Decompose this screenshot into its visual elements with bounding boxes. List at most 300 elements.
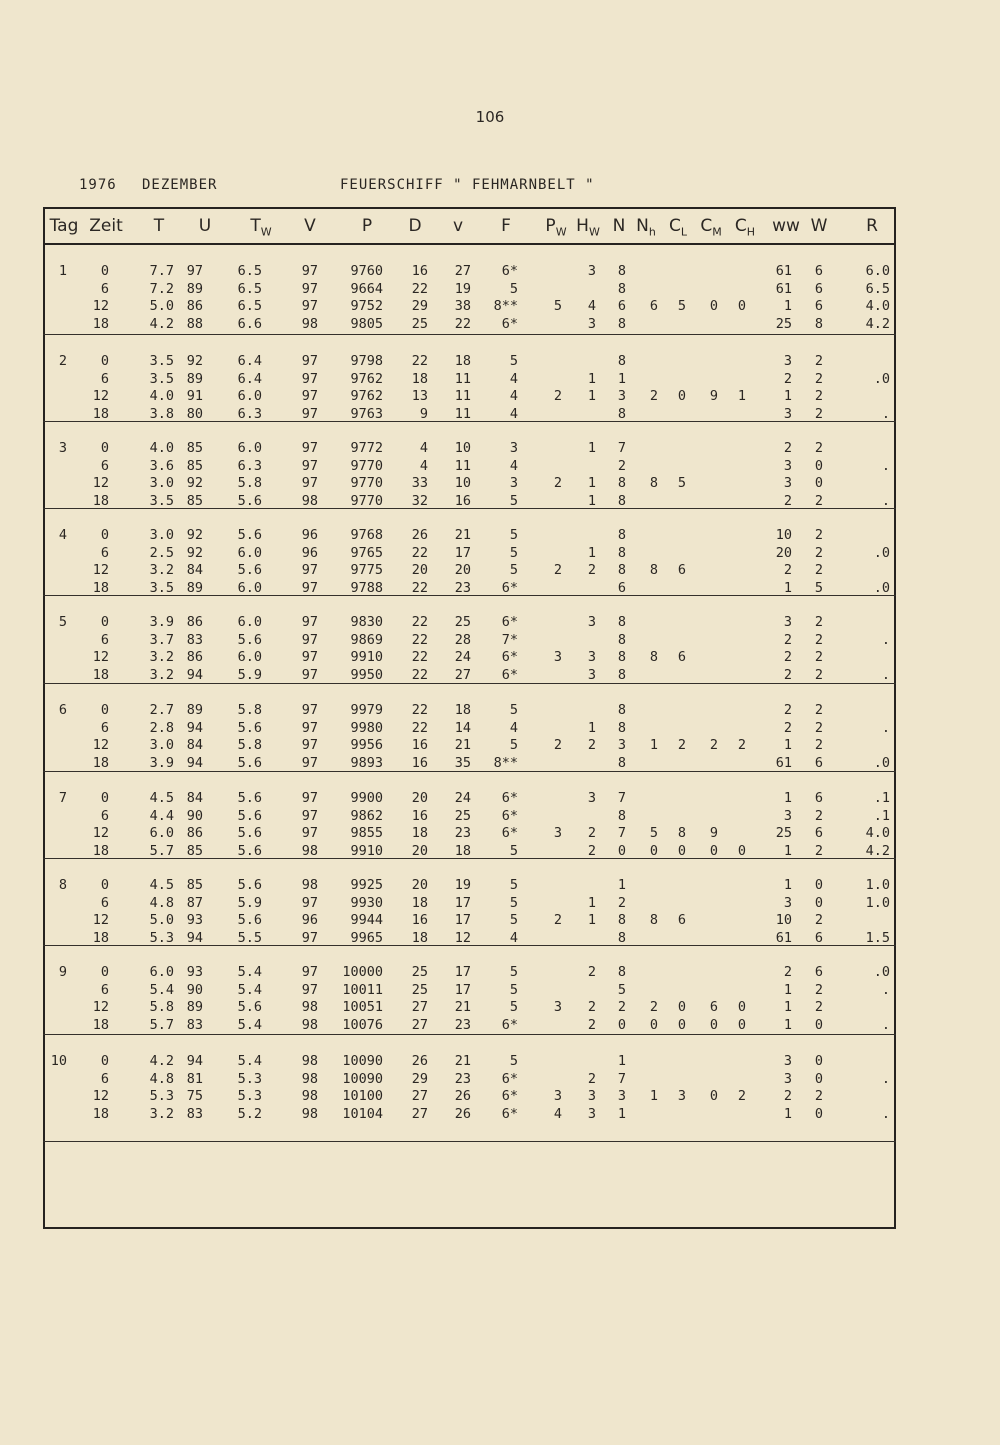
table-cell: 0 — [709, 1088, 718, 1104]
table-cell: 6.0 — [149, 964, 174, 980]
title-ship: FEUERSCHIFF " FEHMARNBELT " — [340, 177, 595, 193]
table-cell: 2 — [709, 737, 718, 753]
table-cell: 26 — [454, 1088, 471, 1104]
table-cell: 96 — [301, 912, 318, 928]
table-cell: 0 — [814, 894, 823, 911]
table-cell: 2 — [814, 370, 823, 387]
table-cell: 97 — [301, 370, 318, 387]
table-cell: 5 — [509, 912, 518, 928]
table-cell: 2 — [553, 562, 562, 578]
table-cell: 7.7 — [149, 263, 174, 279]
table-cell: 29 — [411, 298, 428, 314]
table-cell: . — [881, 666, 890, 683]
table-cell: 23 — [454, 825, 471, 841]
table-cell: 4 — [553, 1105, 562, 1122]
table-cell: 35 — [454, 754, 471, 771]
table-cell: 8 — [617, 754, 626, 771]
table-cell: 6* — [501, 1088, 518, 1104]
table-cell: 1 — [783, 790, 792, 806]
table-cell: 18 — [92, 929, 109, 946]
table-cell: 19 — [454, 280, 471, 297]
table-cell: 2 — [737, 1088, 746, 1104]
table-cell: 2 — [814, 666, 823, 683]
table-cell: 0 — [677, 999, 686, 1015]
table-cell: 0 — [814, 475, 823, 491]
day-divider — [43, 421, 896, 422]
table-cell: . — [881, 981, 890, 998]
table-cell: 32 — [411, 492, 428, 509]
table-cell: 1 — [783, 842, 792, 859]
table-cell: 5 — [509, 527, 518, 543]
table-cell: 18 — [454, 842, 471, 859]
table-cell: 8** — [493, 298, 518, 314]
table-cell: 9805 — [350, 315, 383, 332]
table-cell: 8 — [649, 649, 658, 665]
table-cell: 0 — [814, 1016, 823, 1033]
table-cell: 3.6 — [149, 457, 174, 474]
table-cell: 18 — [92, 1016, 109, 1033]
table-cell: 18 — [92, 492, 109, 509]
table-cell: 1 — [587, 388, 596, 404]
table-cell: 9772 — [350, 440, 383, 456]
table-cell: 10104 — [342, 1105, 383, 1122]
column-header-label: D — [408, 216, 422, 236]
table-cell: 9980 — [350, 719, 383, 736]
column-header-label: C — [734, 216, 747, 236]
table-cell: 7* — [501, 631, 518, 648]
table-cell: 97 — [301, 475, 318, 491]
table-cell: 6 — [814, 790, 823, 806]
table-cell: 0 — [649, 842, 658, 859]
table-cell: 2 — [649, 999, 658, 1015]
table-cell: 0 — [709, 1016, 718, 1033]
table-cell: 9944 — [350, 912, 383, 928]
table-cell: 90 — [186, 807, 203, 824]
table-cell: 0 — [100, 1053, 109, 1069]
table-cell: 98 — [301, 1070, 318, 1087]
table-cell: 5.7 — [149, 842, 174, 859]
table-cell: 21 — [454, 527, 471, 543]
table-cell: 4 — [509, 929, 518, 946]
table-cell: 22 — [411, 631, 428, 648]
table-cell: . — [881, 631, 890, 648]
table-cell: 5.3 — [237, 1088, 262, 1104]
table-cell: 2 — [814, 737, 823, 753]
table-cell: 10 — [454, 475, 471, 491]
table-cell: 2 — [783, 964, 792, 980]
table-cell: 84 — [186, 790, 203, 806]
table-cell: 2 — [783, 666, 792, 683]
table-cell: 6.0 — [237, 440, 262, 456]
table-cell: 94 — [186, 754, 203, 771]
table-cell: 3 — [783, 894, 792, 911]
table-cell: 22 — [411, 579, 428, 596]
table-cell: 98 — [301, 1016, 318, 1033]
table-cell: 2 — [649, 388, 658, 404]
table-cell: 92 — [186, 475, 203, 491]
table-cell: 17 — [454, 894, 471, 911]
table-cell: 12 — [92, 298, 109, 314]
table-cell: 97 — [301, 440, 318, 456]
table-cell: 92 — [186, 527, 203, 543]
table-cell: 97 — [301, 894, 318, 911]
table-cell: .1 — [873, 807, 890, 824]
table-cell: . — [881, 492, 890, 509]
table-cell: 8 — [617, 666, 626, 683]
table-cell: 26 — [411, 527, 428, 543]
table-cell: 4.8 — [149, 894, 174, 911]
column-header-subscript: H — [746, 225, 756, 239]
table-cell: 2 — [783, 719, 792, 736]
table-cell: 12 — [92, 1088, 109, 1104]
table-cell: 93 — [186, 964, 203, 980]
table-cell: 8 — [617, 631, 626, 648]
column-header-label: T — [250, 216, 261, 236]
table-cell: 20 — [775, 544, 792, 561]
table-cell: 7 — [617, 825, 626, 841]
column-header — [735, 216, 755, 238]
table-cell: 5.9 — [237, 666, 262, 683]
table-cell: .1 — [873, 790, 890, 806]
table-cell: 5.6 — [237, 492, 262, 509]
table-cell: 5 — [509, 562, 518, 578]
table-cell: 8** — [493, 754, 518, 771]
table-cell: 6 — [677, 649, 686, 665]
table-cell: 3 — [783, 1053, 792, 1069]
table-cell: 97 — [301, 579, 318, 596]
table-cell: 24 — [454, 649, 471, 665]
column-header — [408, 216, 421, 236]
table-cell: . — [881, 1016, 890, 1033]
column-header-label: C — [668, 216, 681, 236]
table-cell: 0 — [737, 298, 746, 314]
table-cell: 89 — [186, 702, 203, 718]
table-cell: . — [881, 457, 890, 474]
table-cell: 22 — [411, 666, 428, 683]
table-cell: 2 — [553, 912, 562, 928]
table-cell: 7 — [617, 1070, 626, 1087]
table-cell: 0 — [100, 527, 109, 543]
column-header-label: P — [545, 216, 556, 236]
table-cell: 86 — [186, 825, 203, 841]
table-cell: 97 — [301, 405, 318, 422]
table-cell: 5 — [509, 894, 518, 911]
table-cell: 3 — [587, 1105, 596, 1122]
day-number: 7 — [58, 790, 67, 806]
table-cell: 18 — [92, 666, 109, 683]
table-cell: 6 — [814, 964, 823, 980]
column-header — [545, 216, 566, 238]
table-cell: 12 — [454, 929, 471, 946]
table-cell: 6* — [501, 666, 518, 683]
table-cell: 12 — [92, 475, 109, 491]
table-cell: 2 — [783, 631, 792, 648]
table-cell: . — [881, 405, 890, 422]
table-cell: 6.5 — [237, 263, 262, 279]
column-header-subscript: W — [588, 225, 600, 239]
column-header-label: F — [501, 216, 511, 236]
column-header — [89, 216, 123, 236]
table-cell: 97 — [301, 964, 318, 980]
day-number: 4 — [58, 527, 67, 543]
table-cell: 5.6 — [237, 807, 262, 824]
column-header — [154, 216, 164, 236]
table-cell: 1.5 — [865, 929, 890, 946]
table-cell: 3 — [783, 405, 792, 422]
table-cell: 5.4 — [237, 964, 262, 980]
table-cell: 9770 — [350, 475, 383, 491]
table-cell: 2 — [617, 894, 626, 911]
table-cell: 5 — [509, 280, 518, 297]
table-cell: 2 — [553, 475, 562, 491]
table-cell: . — [881, 1105, 890, 1122]
table-cell: 2 — [814, 1088, 823, 1104]
table-cell: 98 — [301, 1053, 318, 1069]
table-cell: 8 — [617, 929, 626, 946]
table-cell: 5 — [509, 1053, 518, 1069]
table-cell: 3.0 — [149, 527, 174, 543]
table-cell: 1 — [783, 579, 792, 596]
table-cell: 96 — [301, 544, 318, 561]
table-cell: 11 — [454, 405, 471, 422]
table-cell: 4 — [509, 405, 518, 422]
table-cell: 5.9 — [237, 894, 262, 911]
table-cell: 5 — [814, 579, 823, 596]
table-cell: 3 — [553, 999, 562, 1015]
table-cell: 8 — [649, 912, 658, 928]
table-cell: 5.4 — [149, 981, 174, 998]
table-cell: 0 — [100, 964, 109, 980]
table-cell: 97 — [301, 929, 318, 946]
table-cell: 22 — [411, 280, 428, 297]
table-cell: 5.4 — [237, 1016, 262, 1033]
table-cell: 89 — [186, 370, 203, 387]
table-cell: 26 — [411, 1053, 428, 1069]
table-cell: 5.0 — [149, 298, 174, 314]
table-cell: 24 — [454, 790, 471, 806]
table-cell: 17 — [454, 912, 471, 928]
table-cell: 2 — [814, 702, 823, 718]
table-cell: 0 — [814, 1105, 823, 1122]
table-cell: 87 — [186, 894, 203, 911]
table-cell: 97 — [301, 807, 318, 824]
table-cell: 1 — [783, 877, 792, 893]
table-cell: 0 — [649, 1016, 658, 1033]
table-cell: 11 — [454, 370, 471, 387]
table-cell: 1 — [587, 440, 596, 456]
table-cell: 1 — [783, 981, 792, 998]
table-cell: 9752 — [350, 298, 383, 314]
table-cell: 2 — [814, 999, 823, 1015]
table-cell: 85 — [186, 440, 203, 456]
table-cell: 2 — [783, 562, 792, 578]
table-cell: 2 — [783, 702, 792, 718]
table-cell: 83 — [186, 1105, 203, 1122]
column-header — [50, 216, 79, 236]
table-cell: 3 — [617, 388, 626, 404]
table-cell: 2 — [737, 737, 746, 753]
table-cell: 2 — [587, 825, 596, 841]
column-header-subscript: L — [680, 225, 688, 239]
table-cell: 25 — [411, 981, 428, 998]
table-cell: 6 — [100, 719, 109, 736]
table-cell: 0 — [814, 1053, 823, 1069]
table-cell: 33 — [411, 475, 428, 491]
day-divider — [43, 858, 896, 859]
table-cell: 98 — [301, 1105, 318, 1122]
table-cell: 6 — [100, 807, 109, 824]
table-cell: 8 — [649, 562, 658, 578]
table-cell: 86 — [186, 649, 203, 665]
table-cell: 2 — [587, 1070, 596, 1087]
table-cell: 9930 — [350, 894, 383, 911]
table-cell: 1 — [587, 492, 596, 509]
day-number: 9 — [58, 964, 67, 980]
table-cell: 1 — [587, 475, 596, 491]
table-cell: 6.5 — [865, 280, 890, 297]
table-cell: 5.6 — [237, 562, 262, 578]
table-cell: 25 — [454, 614, 471, 630]
table-cell: 5.3 — [149, 929, 174, 946]
table-cell: 6 — [100, 544, 109, 561]
table-cell: 8 — [617, 649, 626, 665]
table-cell: 6.0 — [865, 263, 890, 279]
day-divider — [43, 508, 896, 509]
table-cell: 10090 — [342, 1070, 383, 1087]
table-cell: 3.7 — [149, 631, 174, 648]
table-cell: 2 — [814, 527, 823, 543]
table-cell: 6.0 — [237, 388, 262, 404]
table-cell: 2 — [553, 388, 562, 404]
table-cell: 8 — [617, 702, 626, 718]
column-header-label: V — [304, 216, 316, 236]
table-cell: 0 — [709, 842, 718, 859]
table-cell: 8 — [617, 315, 626, 332]
table-cell: 8 — [814, 315, 823, 332]
table-cell: 88 — [186, 315, 203, 332]
table-cell: 97 — [301, 388, 318, 404]
table-cell: 3.9 — [149, 754, 174, 771]
table-cell: 25 — [775, 315, 792, 332]
column-header — [199, 216, 211, 236]
table-cell: .0 — [873, 579, 890, 596]
table-cell: 9770 — [350, 457, 383, 474]
table-cell: 8 — [617, 964, 626, 980]
table-cell: 5.4 — [237, 1053, 262, 1069]
table-cell: 4.2 — [865, 842, 890, 859]
table-cell: 9862 — [350, 807, 383, 824]
table-cell: 8 — [617, 807, 626, 824]
table-cell: 0 — [677, 842, 686, 859]
table-cell: 3 — [587, 790, 596, 806]
table-cell: 94 — [186, 929, 203, 946]
day-number: 10 — [50, 1053, 67, 1069]
table-cell: 27 — [411, 1016, 428, 1033]
table-cell: 61 — [775, 280, 792, 297]
table-cell: 8 — [617, 544, 626, 561]
table-cell: 3.5 — [149, 353, 174, 369]
table-cell: 6 — [814, 754, 823, 771]
table-cell: 6 — [814, 929, 823, 946]
table-cell: 98 — [301, 842, 318, 859]
table-cell: 5 — [677, 475, 686, 491]
table-cell: 84 — [186, 737, 203, 753]
table-cell: 10011 — [342, 981, 383, 998]
table-cell: 90 — [186, 981, 203, 998]
table-cell: 17 — [454, 981, 471, 998]
table-cell: 6.3 — [237, 405, 262, 422]
table-cell: 9869 — [350, 631, 383, 648]
table-cell: 3.8 — [149, 405, 174, 422]
table-cell: 22 — [411, 614, 428, 630]
table-cell: 18 — [411, 929, 428, 946]
table-cell: 18 — [411, 894, 428, 911]
table-cell: 2 — [587, 999, 596, 1015]
table-cell: 9 — [709, 388, 718, 404]
column-header-label: ww — [772, 216, 800, 236]
table-cell: 5 — [509, 544, 518, 561]
table-cell: 98 — [301, 877, 318, 893]
table-cell: 89 — [186, 999, 203, 1015]
table-cell: 98 — [301, 492, 318, 509]
table-cell: 21 — [454, 999, 471, 1015]
table-cell: 84 — [186, 562, 203, 578]
table-cell: 25 — [454, 807, 471, 824]
table-cell: 6 — [814, 825, 823, 841]
table-cell: 3 — [587, 263, 596, 279]
table-cell: 22 — [411, 702, 428, 718]
table-cell: 0 — [814, 1070, 823, 1087]
column-header-label: R — [866, 216, 878, 236]
table-cell: 4 — [509, 388, 518, 404]
table-cell: 6* — [501, 1105, 518, 1122]
table-cell: 89 — [186, 579, 203, 596]
table-cell: 92 — [186, 353, 203, 369]
table-cell: 12 — [92, 912, 109, 928]
table-cell: 2 — [814, 912, 823, 928]
table-cell: 5.0 — [149, 912, 174, 928]
table-cell: 2 — [814, 807, 823, 824]
table-cell: 0 — [814, 877, 823, 893]
table-cell: 5.6 — [237, 912, 262, 928]
table-cell: 97 — [301, 263, 318, 279]
table-cell: 6* — [501, 825, 518, 841]
table-cell: 5 — [677, 298, 686, 314]
table-cell: 8 — [617, 405, 626, 422]
table-cell: 6* — [501, 649, 518, 665]
table-cell: 9956 — [350, 737, 383, 753]
table-cell: 97 — [301, 562, 318, 578]
table-cell: 6 — [677, 562, 686, 578]
table-cell: 2 — [814, 388, 823, 404]
table-cell: 11 — [454, 457, 471, 474]
table-cell: 10 — [775, 527, 792, 543]
table-cell: 97 — [301, 790, 318, 806]
table-cell: 4.0 — [149, 440, 174, 456]
table-cell: 4.2 — [149, 315, 174, 332]
table-cell: 16 — [411, 263, 428, 279]
table-cell: 18 — [92, 405, 109, 422]
table-cell: 4.0 — [865, 298, 890, 314]
table-cell: 1 — [587, 912, 596, 928]
table-cell: 2.7 — [149, 702, 174, 718]
table-cell: 21 — [454, 1053, 471, 1069]
table-cell: 4.0 — [149, 388, 174, 404]
table-cell: 3.0 — [149, 475, 174, 491]
table-cell: 4 — [587, 298, 596, 314]
table-cell: 18 — [411, 370, 428, 387]
table-cell: 6.3 — [237, 457, 262, 474]
